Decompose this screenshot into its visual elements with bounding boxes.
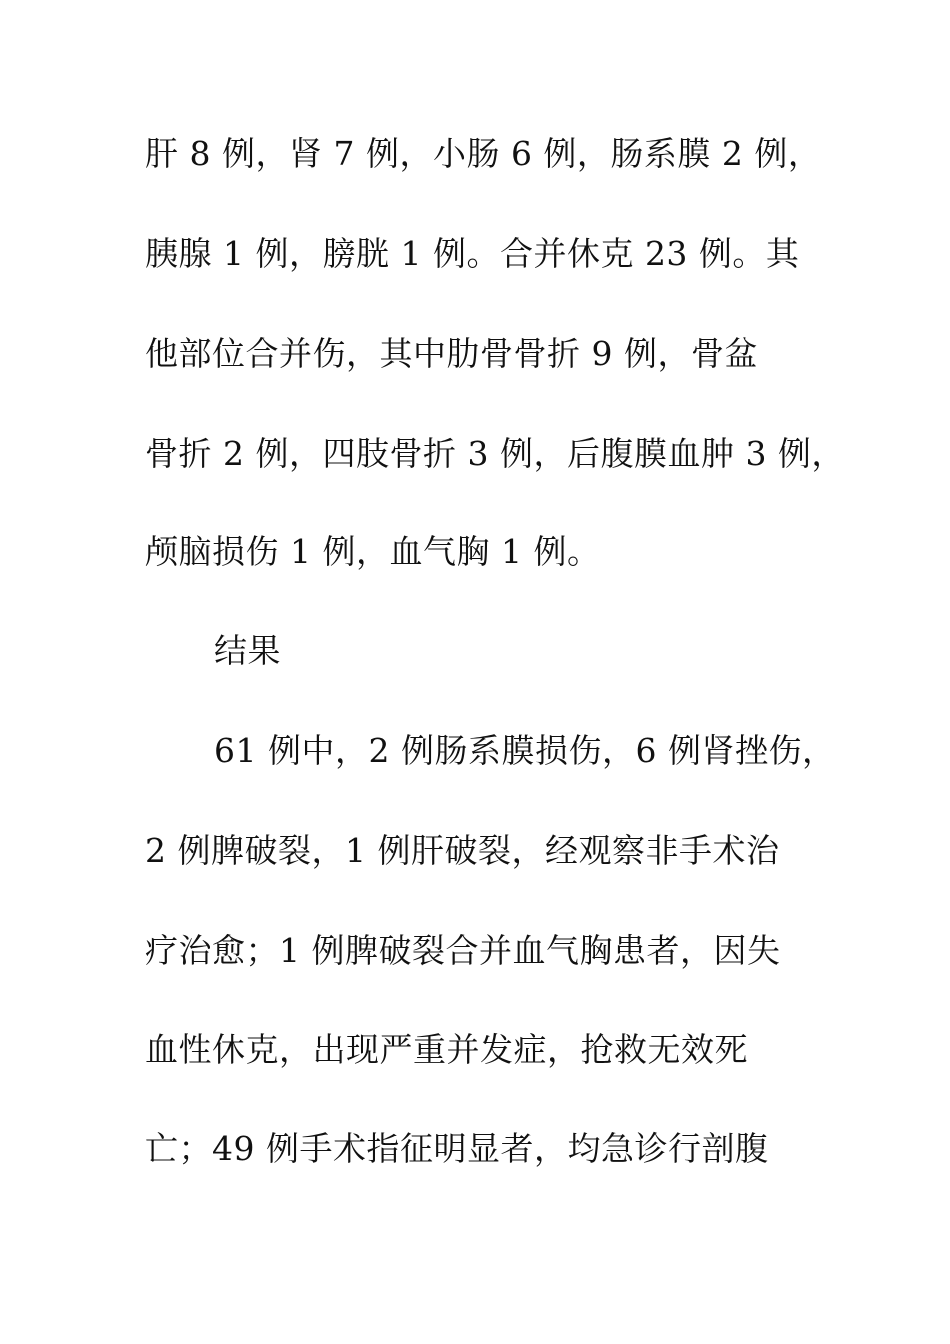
text-line-1: 肝 8 例，肾 7 例，小肠 6 例，肠系膜 2 例，	[145, 134, 822, 173]
text-line-4: 骨折 2 例，四肢骨折 3 例，后腹膜血肿 3 例，	[145, 434, 845, 473]
text-line-9: 疗治愈；1 例脾破裂合并血气胸患者，因失	[145, 931, 781, 970]
section-heading-results: 结果	[214, 631, 281, 670]
text-line-8: 2 例脾破裂，1 例肝破裂，经观察非手术治	[145, 831, 780, 870]
text-line-3: 他部位合并伤，其中肋骨骨折 9 例，骨盆	[145, 334, 758, 373]
text-line-2: 胰腺 1 例，膀胱 1 例。合并休克 23 例。其	[145, 234, 800, 273]
text-line-5: 颅脑损伤 1 例，血气胸 1 例。	[145, 532, 601, 571]
text-line-11: 亡；49 例手术指征明显者，均急诊行剖腹	[145, 1129, 769, 1168]
paragraph-first-line: 61 例中，2 例肠系膜损伤，6 例肾挫伤，	[214, 731, 836, 770]
text-line-10: 血性休克，出现严重并发症，抢救无效死	[145, 1030, 748, 1069]
